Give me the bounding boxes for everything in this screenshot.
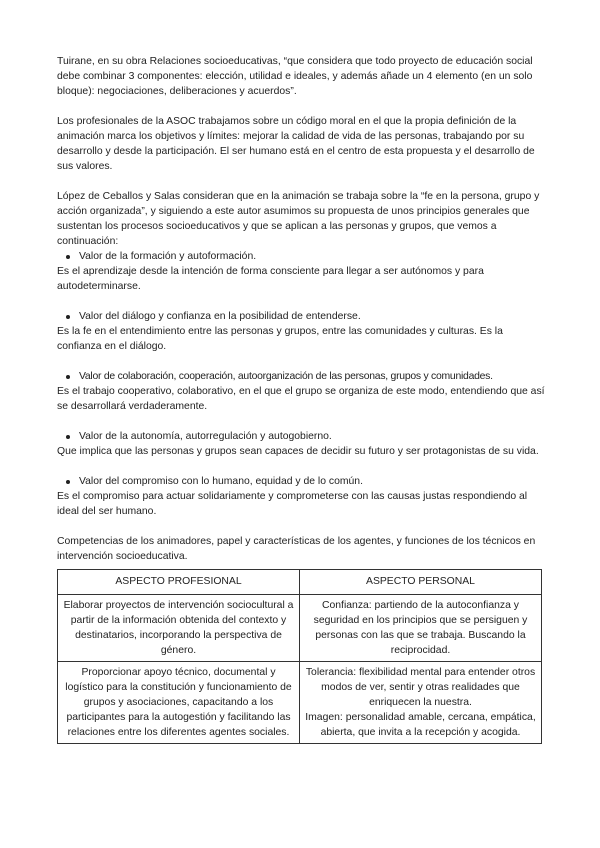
bullet-description: Es el trabajo cooperativo, colaborativo, en el que el grupo se organiza de este modo, entendiendo que así se desarrollará verdaderamente. bbox=[57, 386, 545, 412]
paragraph-asoc: Los profesionales de la ASOC trabajamos sobre un código moral en el que la propia definición de la animación marca los objetivos y límites: mejorar la calidad de vida de las personas, trabajando por su desarrollo y desde la participación. El ser humano está en el centro de esta propuesta y el desarrollo de sus valores. bbox=[57, 116, 535, 172]
header-profesional: ASPECTO PROFESIONAL bbox=[58, 570, 300, 595]
bullet-item: Valor de la formación y autoformación. bbox=[57, 249, 545, 264]
paragraph-tuirane: Tuirane, en su obra Relaciones socioeducativas, “que considera que todo proyecto de educación social debe combinar 3 componentes: elección, utilidad e ideales, y además añade un 4 elemento (en un solo bloque): negociaciones, deliberaciones y acuerdos”. bbox=[57, 56, 533, 97]
document-page bbox=[57, 54, 545, 744]
paragraph-lopez: López de Ceballos y Salas consideran que en la animación se trabaja sobre la “fe en la persona, grupo y acción organizada”, y siguiendo a este autor asumimos su propuesta de unos principios generales que sustentan los procesos socioeducativos y que se aplican a las personas y grupos, que vemos a continuación: bbox=[57, 191, 540, 247]
header-personal: ASPECTO PERSONAL bbox=[300, 570, 542, 595]
bullet-description: Es la fe en el entendimiento entre las personas y grupos, entre las comunidades y culturas. Es la confianza en el diálogo. bbox=[57, 326, 503, 352]
table-cell bbox=[300, 662, 542, 744]
bullet-description: Que implica que las personas y grupos sean capaces de decidir su futuro y ser protagonistas de su vida. bbox=[57, 446, 539, 457]
tolerancia-text: Tolerancia: flexibilidad mental para entender otros modos de ver, sentir y otras realidades que enriquecen la nuestra. bbox=[305, 667, 536, 708]
table-row bbox=[58, 595, 542, 662]
competencias-table bbox=[57, 569, 542, 744]
table-cell: Elaborar proyectos de intervención sociocultural a partir de la información obtenida del contexto y destinatarios, incorporando la perspectiva de género. bbox=[58, 595, 300, 662]
bullet-description: Es el aprendizaje desde la intención de forma consciente para llegar a ser autónomos y para autodeterminarse. bbox=[57, 266, 484, 292]
table-row bbox=[58, 662, 542, 744]
bullet-item: Valor del diálogo y confianza en la posibilidad de entenderse. bbox=[57, 309, 545, 324]
table-cell: Proporcionar apoyo técnico, documental y logístico para la constitución y funcionamiento de grupos y asociaciones, capacitando a los participantes para la autogestión y facilitando las relaciones entre los diferentes agentes sociales. bbox=[58, 662, 300, 744]
competencias-intro: Competencias de los animadores, papel y características de los agentes, y funciones de los técnicos en intervención socioeducativa. bbox=[57, 536, 536, 562]
bullet-item: Valor del compromiso con lo humano, equidad y de lo común. bbox=[57, 474, 545, 489]
table-header-row bbox=[58, 570, 542, 595]
bullet-item: Valor de colaboración, cooperación, autoorganización de las personas, grupos y comunidades. bbox=[57, 369, 545, 384]
imagen-text: Imagen: personalidad amable, cercana, empática, abierta, que invita a la recepción y acogida. bbox=[305, 712, 536, 738]
table-cell: Confianza: partiendo de la autoconfianza y seguridad en los principios que se persiguen y personas con las que se trabaja. Buscando la reciprocidad. bbox=[300, 595, 542, 662]
bullet-item: Valor de la autonomía, autorregulación y autogobierno. bbox=[57, 429, 545, 444]
bullet-description: Es el compromiso para actuar solidariamente y comprometerse con las causas justas respondiendo al ideal del ser humano. bbox=[57, 491, 528, 517]
